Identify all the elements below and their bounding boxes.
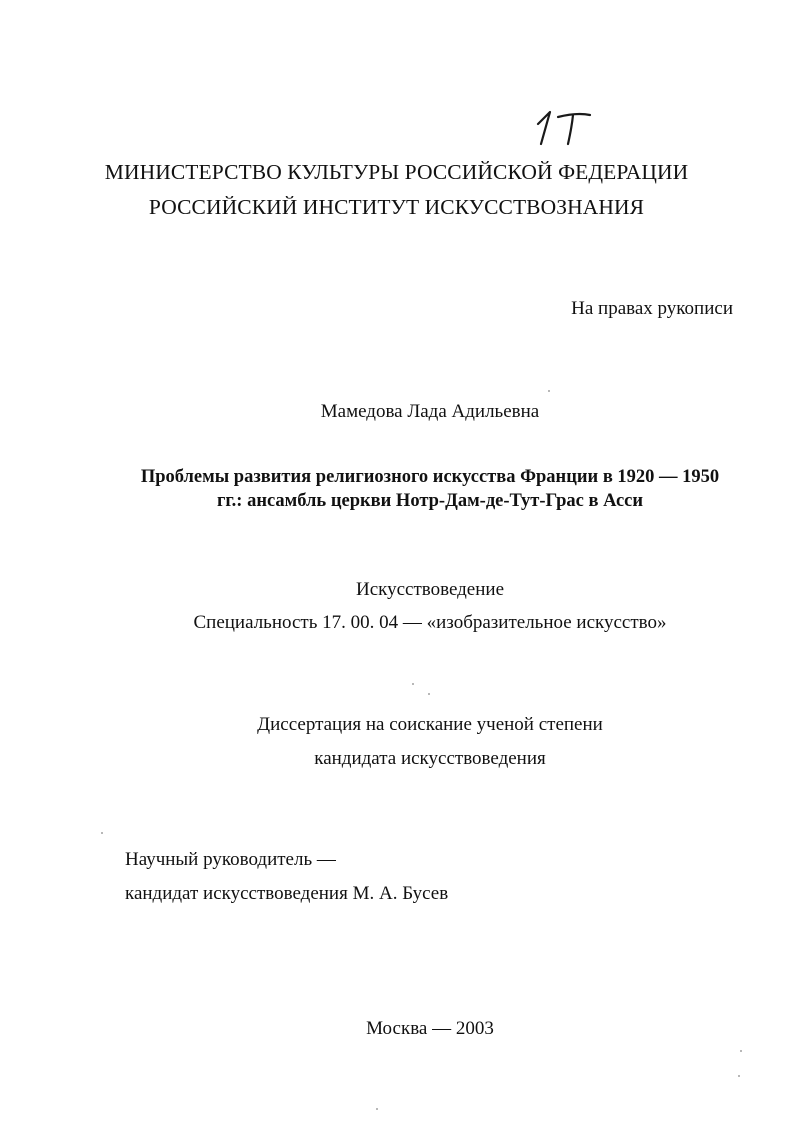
scan-speck [412, 683, 414, 685]
specialty-code: Специальность 17. 00. 04 — «изобразительное искусство» [193, 612, 667, 633]
scan-speck [101, 832, 103, 834]
dissertation-title-line-2: гг.: ансамбль церкви Нотр-Дам-де-Тут-Грас в Асси [216, 491, 644, 511]
degree-line-2: кандидата искусствоведения [314, 748, 546, 769]
scan-speck [428, 693, 430, 695]
scan-speck [376, 1108, 378, 1110]
supervisor-name: кандидат искусствоведения М. А. Бусев [125, 883, 449, 904]
scan-speck [738, 1075, 740, 1077]
supervisor-label: Научный руководитель — [125, 849, 336, 870]
field-of-study: Искусствоведение [355, 579, 505, 600]
dissertation-title-line-1: Проблемы развития религиозного искусства Франции в 1920 — 1950 [140, 467, 720, 487]
institute-heading: РОССИЙСКИЙ ИНСТИТУТ ИСКУССТВОЗНАНИЯ [148, 195, 645, 219]
handwritten-mark [528, 100, 608, 150]
ministry-heading: МИНИСТЕРСТВО КУЛЬТУРЫ РОССИЙСКОЙ ФЕДЕРАЦИИ [104, 160, 689, 184]
scan-speck [740, 1050, 742, 1052]
manuscript-note: На правах рукописи [571, 298, 733, 319]
scan-speck [548, 390, 550, 392]
city-year: Москва — 2003 [366, 1018, 494, 1039]
author-name: Мамедова Лада Адильевна [320, 401, 540, 422]
degree-line-1: Диссертация на соискание ученой степени [257, 714, 603, 735]
